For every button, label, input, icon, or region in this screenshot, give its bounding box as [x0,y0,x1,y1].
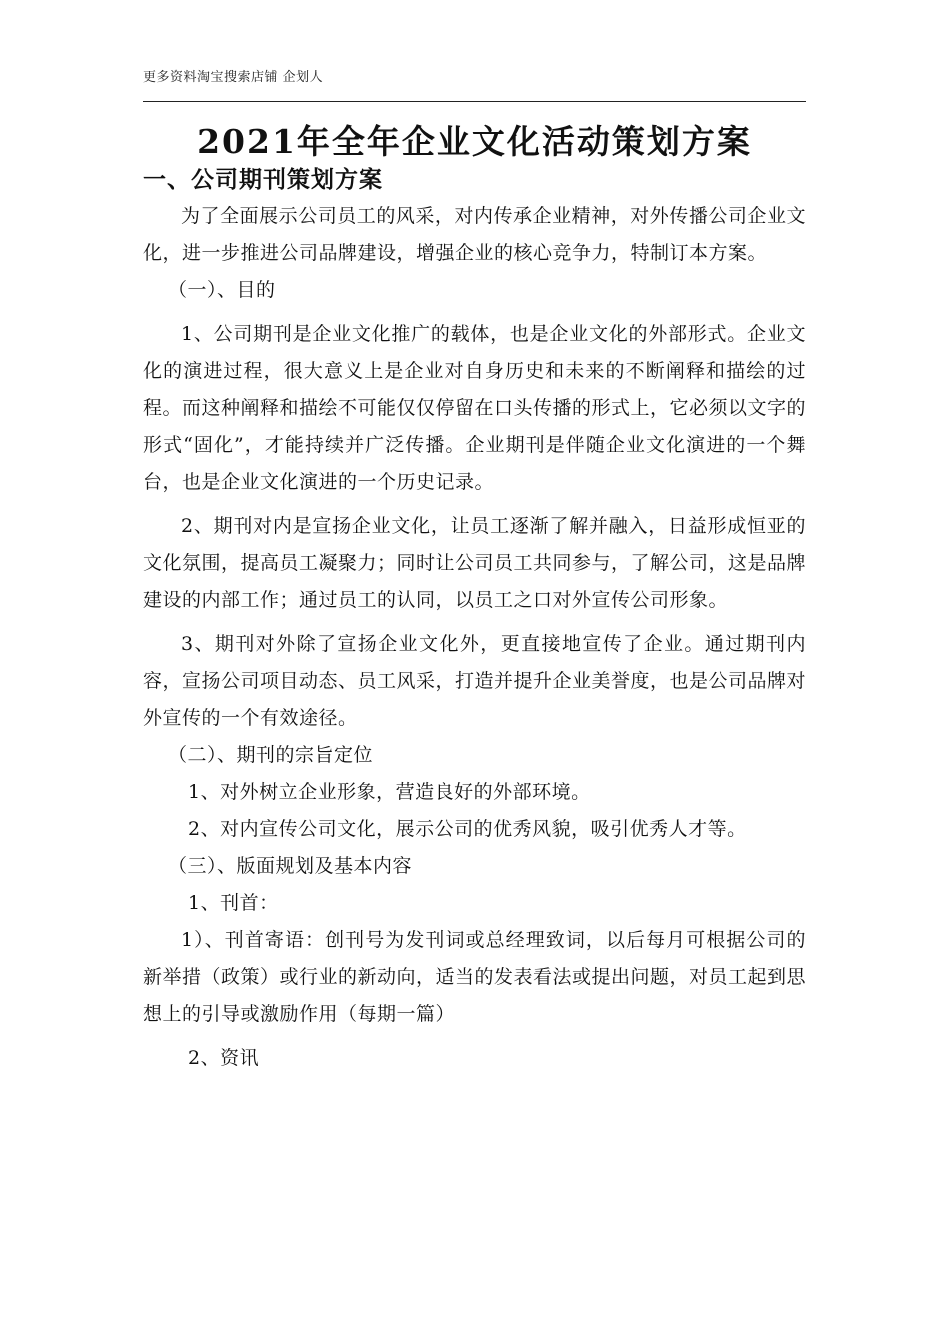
positioning-heading: （二）、期刊的宗旨定位 [168,744,374,766]
purpose-paragraph-2: 2、期刊对内是宣扬企业文化，让员工逐渐了解并融入，日益形成恒亚的文化氛围，提高员工凝聚力；同时让公司员工共同参与，了解公司，这是品牌建设的内部工作；通过员工的认同，以员工之口对外宣传公司形象。 [143,515,807,611]
positioning-item-2: 2、对内宣传公司文化，展示公司的优秀风貌，吸引优秀人才等。 [188,818,747,840]
positioning-item-1: 1、对外树立企业形象，营造良好的外部环境。 [188,781,591,803]
header-note: 更多资料淘宝搜索店铺 企划人 [143,70,324,85]
layout-item-1: 1、刊首： [188,892,279,914]
layout-item-1-detail: 1）、刊首寄语：创刊号为发刊词或总经理致词，以后每月可根据公司的新举措（政策）或行业的新动向，适当的发表看法或提出问题，对员工起到思想上的引导或激励作用（每期一篇） [143,929,807,1025]
document-body [143,198,806,1077]
purpose-heading: （一）、目的 [168,279,276,301]
intro-paragraph: 为了全面展示公司员工的风采，对内传承企业精神，对外传播公司企业文化，进一步推进公司品牌建设，增强企业的核心竞争力，特制订本方案。 [143,205,806,264]
layout-heading: （三）、版面规划及基本内容 [168,855,413,877]
purpose-paragraph-1: 1、公司期刊是企业文化推广的载体，也是企业文化的外部形式。企业文化的演进过程，很大意义上是企业对自身历史和未来的不断阐释和描绘的过程。而这种阐释和描绘不可能仅仅停留在口头传播的形式上，它必须以文字的形式“固化”，才能持续并广泛传播。企业期刊是伴随企业文化演进的一个舞台，也是企业文化演进的一个历史记录。 [143,323,807,493]
header-divider [143,101,806,102]
purpose-paragraph-3: 3、期刊对外除了宣扬企业文化外，更直接地宣传了企业。通过期刊内容，宣扬公司项目动态、员工风采，打造并提升企业美誉度，也是公司品牌对外宣传的一个有效途径。 [143,633,807,729]
document-title: 2021年全年企业文化活动策划方案 [197,122,752,161]
layout-item-2: 2、资讯 [188,1047,260,1069]
section-heading: 一、公司期刊策划方案 [143,166,383,193]
